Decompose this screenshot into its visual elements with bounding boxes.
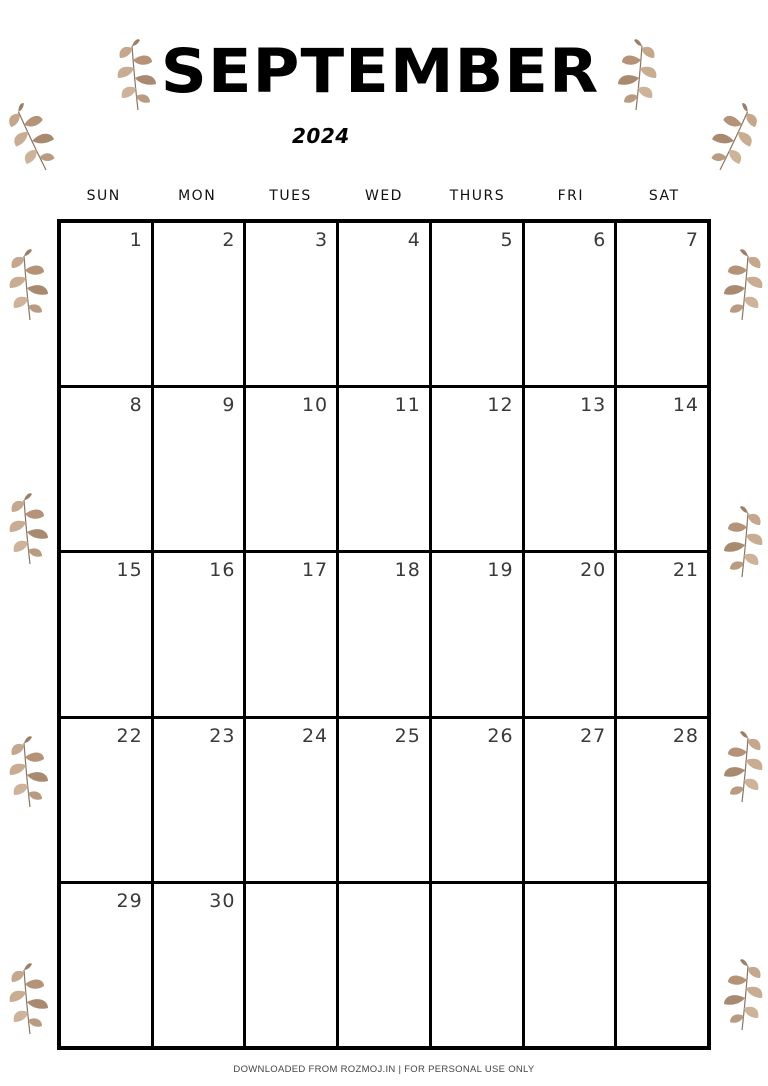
- day-number: 7: [685, 229, 699, 251]
- day-cell: [432, 388, 522, 550]
- day-cell: [525, 553, 615, 715]
- day-number: 19: [487, 559, 514, 582]
- day-number: 17: [301, 559, 329, 582]
- day-number: 15: [116, 559, 143, 582]
- day-cell: [154, 388, 244, 550]
- day-number: 9: [222, 394, 236, 417]
- day-number: 11: [394, 394, 421, 417]
- day-cell: [339, 884, 429, 1046]
- day-number: 18: [394, 559, 421, 582]
- weekday-tues: TUES: [269, 188, 312, 204]
- day-number: 4: [407, 229, 421, 251]
- day-number: 29: [116, 889, 143, 912]
- day-number: 6: [593, 229, 607, 251]
- leaf-sprig-icon: [108, 38, 168, 112]
- day-number: 22: [116, 724, 143, 747]
- day-number: 13: [580, 394, 607, 417]
- day-number: 3: [315, 229, 329, 251]
- day-cell: [61, 884, 151, 1046]
- day-cell: [61, 553, 151, 715]
- weekday-fri: FRI: [557, 188, 585, 204]
- day-number: 2: [222, 229, 236, 251]
- leaf-sprig-icon: [0, 92, 75, 182]
- day-number: 5: [500, 229, 514, 251]
- day-cell: [432, 553, 522, 715]
- day-number: 26: [487, 724, 514, 747]
- day-cell: [617, 884, 707, 1046]
- day-cell: [617, 388, 707, 550]
- day-number: 23: [209, 724, 236, 747]
- day-number: 1: [129, 229, 143, 251]
- day-number: 16: [209, 559, 236, 582]
- day-number: 8: [129, 394, 143, 417]
- day-number: 24: [301, 724, 329, 747]
- leaf-sprig-icon: [691, 92, 768, 182]
- leaf-sprig-icon: [712, 958, 768, 1032]
- day-cell: [246, 388, 336, 550]
- day-cell: [154, 223, 244, 385]
- day-cell: [246, 884, 336, 1046]
- day-number: 21: [672, 559, 699, 582]
- day-cell: [154, 884, 244, 1046]
- footer-note: DOWNLOADED FROM ROZMOJ.IN | FOR PERSONAL USE ONLY: [233, 1064, 535, 1075]
- day-cell: [525, 884, 615, 1046]
- day-cell: [246, 719, 336, 881]
- day-cell: [339, 223, 429, 385]
- day-cell: [61, 719, 151, 881]
- leaf-sprig-icon: [712, 248, 768, 322]
- day-cell: [154, 553, 244, 715]
- leaf-sprig-icon: [0, 248, 60, 322]
- month-title: SEPTEMBER: [160, 36, 600, 108]
- day-cell: [432, 719, 522, 881]
- leaf-sprig-icon: [606, 38, 666, 112]
- day-cell: [432, 223, 522, 385]
- leaf-sprig-icon: [712, 505, 768, 579]
- day-cell: [617, 223, 707, 385]
- day-number: 28: [672, 724, 699, 747]
- calendar-grid: [57, 219, 711, 1050]
- day-cell: [617, 719, 707, 881]
- day-cell: [525, 388, 615, 550]
- day-number: 27: [580, 724, 607, 747]
- day-cell: [246, 223, 336, 385]
- day-cell: [525, 223, 615, 385]
- weekday-header: [57, 188, 711, 204]
- day-cell: [246, 553, 336, 715]
- weekday-wed: WED: [364, 188, 403, 204]
- year-label: 2024: [292, 124, 350, 148]
- leaf-sprig-icon: [0, 492, 60, 566]
- day-number: 10: [301, 394, 329, 417]
- weekday-sat: SAT: [648, 188, 680, 204]
- day-cell: [339, 719, 429, 881]
- leaf-sprig-icon: [0, 962, 60, 1036]
- day-number: 20: [580, 559, 607, 582]
- day-cell: [61, 388, 151, 550]
- day-cell: [617, 553, 707, 715]
- day-cell: [61, 223, 151, 385]
- day-number: 12: [487, 394, 514, 417]
- weekday-sun: SUN: [86, 188, 121, 204]
- weekday-thurs: THURS: [449, 188, 506, 204]
- day-cell: [432, 884, 522, 1046]
- day-number: 25: [394, 724, 421, 747]
- day-number: 30: [209, 889, 236, 912]
- day-number: 14: [672, 394, 699, 417]
- day-cell: [525, 719, 615, 881]
- leaf-sprig-icon: [712, 730, 768, 804]
- day-cell: [154, 719, 244, 881]
- leaf-sprig-icon: [0, 735, 60, 809]
- weekday-mon: MON: [178, 188, 217, 204]
- day-cell: [339, 553, 429, 715]
- day-cell: [339, 388, 429, 550]
